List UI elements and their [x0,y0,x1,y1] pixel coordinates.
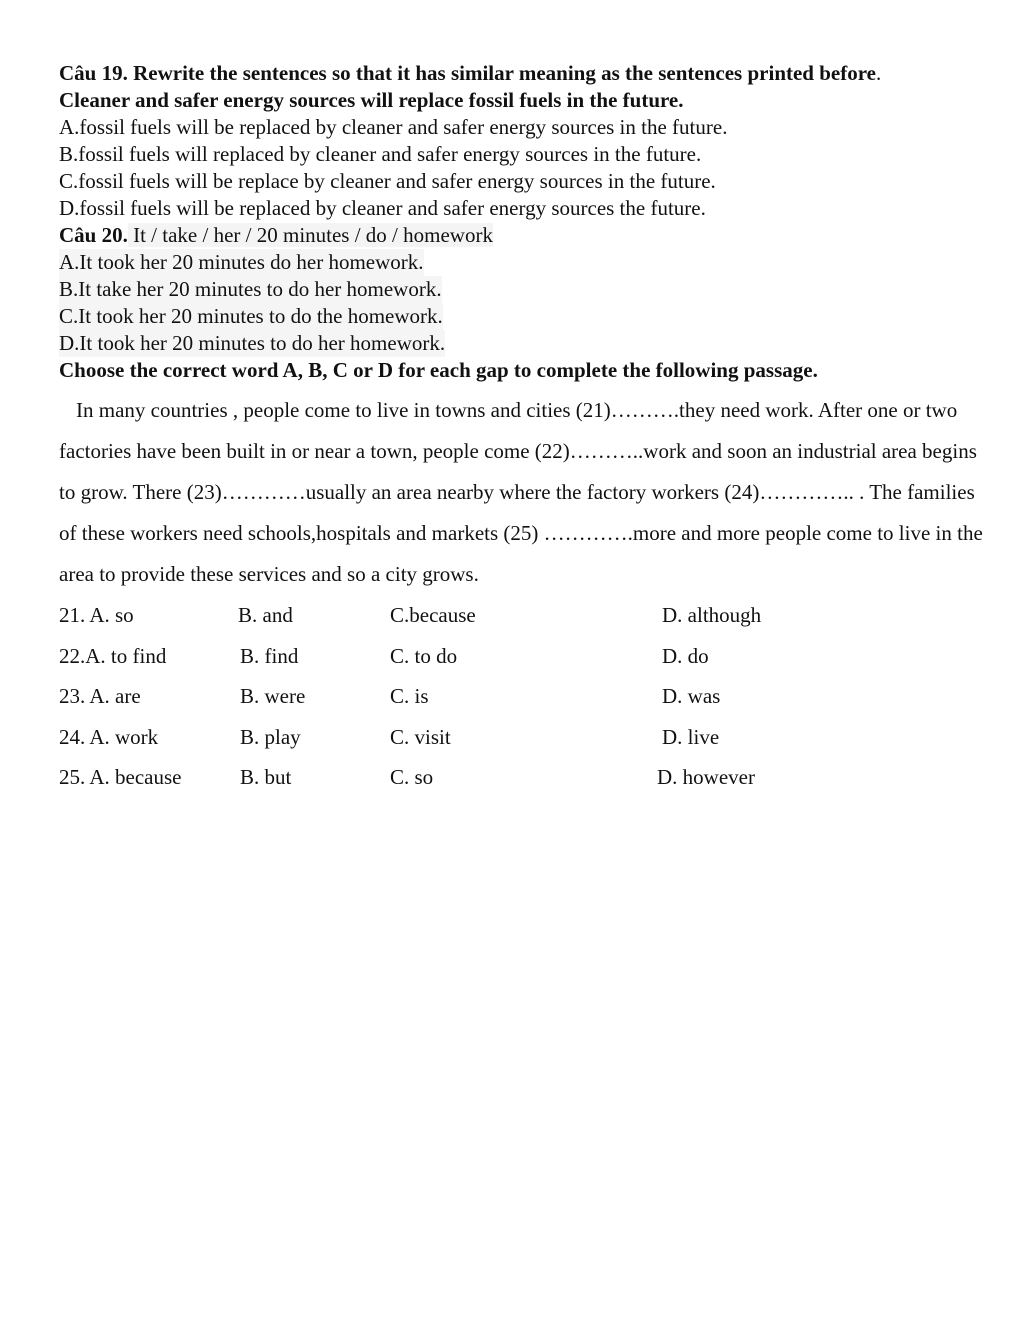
answer-row-23 [59,676,989,717]
question-20-option-b [59,276,989,303]
question-20-header [59,222,989,249]
question-19-number: Câu 19. [59,61,128,85]
passage-heading: Choose the correct word A, B, C or D for each gap to complete the following passage. [59,358,818,382]
document-page [59,58,989,798]
answer-22-b: B. find [240,643,299,668]
answer-22-d: D. do [662,643,709,668]
question-20-option-c [59,303,989,330]
answer-choices [59,595,989,798]
answer-24-a: 24. A. work [59,724,159,749]
answer-23-b: B. were [240,684,306,709]
question-20-option-c-text: C.It took her 20 minutes to do the homework. [59,304,443,328]
answer-22-c: C. to do [390,643,458,668]
cloze-passage [59,390,989,595]
answer-21-b: B. and [238,603,293,627]
question-20-option-b-text: B.It take her 20 minutes to do her homework. [59,277,442,301]
answer-row-21 [59,595,989,636]
question-20-option-d-text: D.It took her 20 minutes to do her homework. [59,331,446,355]
answer-23-d: D. was [662,684,721,709]
passage-text: In many countries , people come to live in towns and cities (21)……….they need work. After one or two factories have been built in or near a town, people come (22)………..work and soon an industrial area begins to grow. There (23)…………usually an area nearby where the factory workers (24)………….. . The families of these workers need schools,hospitals and markets (25) ………….more and more people come to live in the area to provide these services and so a city grows. [59,398,983,586]
answer-22-a: 22.A. to find [59,643,167,668]
answer-row-22 [59,636,989,677]
question-20-option-a-text: A.It took her 20 minutes do her homework. [59,250,424,274]
answer-25-d: D. however [657,765,755,790]
answer-25-c: C. so [390,765,434,790]
question-20-number: Câu 20. [59,223,128,247]
answer-25-b: B. but [240,765,292,790]
question-19-option-d: D.fossil fuels will be replaced by cleaner and safer energy sources the future. [59,196,706,220]
answer-24-c: C. visit [390,724,451,749]
question-20-prompt: It / take / her / 20 minutes / do / homework [127,223,493,247]
question-20-option-a [59,249,989,276]
answer-row-25 [59,757,989,798]
answer-21-c: C.because [390,603,476,627]
question-19-header [59,60,989,87]
answer-21-d: D. although [662,603,762,627]
answer-23-c: C. is [390,684,429,709]
answer-23-a: 23. A. are [59,684,141,709]
question-20-option-d [59,330,989,357]
answer-25-a: 25. A. because [59,765,182,790]
answer-21-a: 21. A. so [59,603,134,627]
answer-24-d: D. live [662,724,720,749]
question-19-instruction-end: . [876,61,882,85]
question-19-option-a: A.fossil fuels will be replaced by cleaner and safer energy sources in the future. [59,115,728,139]
question-19-sentence: Cleaner and safer energy sources will replace fossil fuels in the future. [59,88,684,112]
answer-24-b: B. play [240,724,301,749]
question-19-option-b: B.fossil fuels will replaced by cleaner and safer energy sources in the future. [59,142,702,166]
question-19-option-c: C.fossil fuels will be replace by cleaner and safer energy sources in the future. [59,169,716,193]
answer-row-24 [59,717,989,758]
question-19-instruction: Rewrite the sentences so that it has similar meaning as the sentences printed before [127,61,876,85]
